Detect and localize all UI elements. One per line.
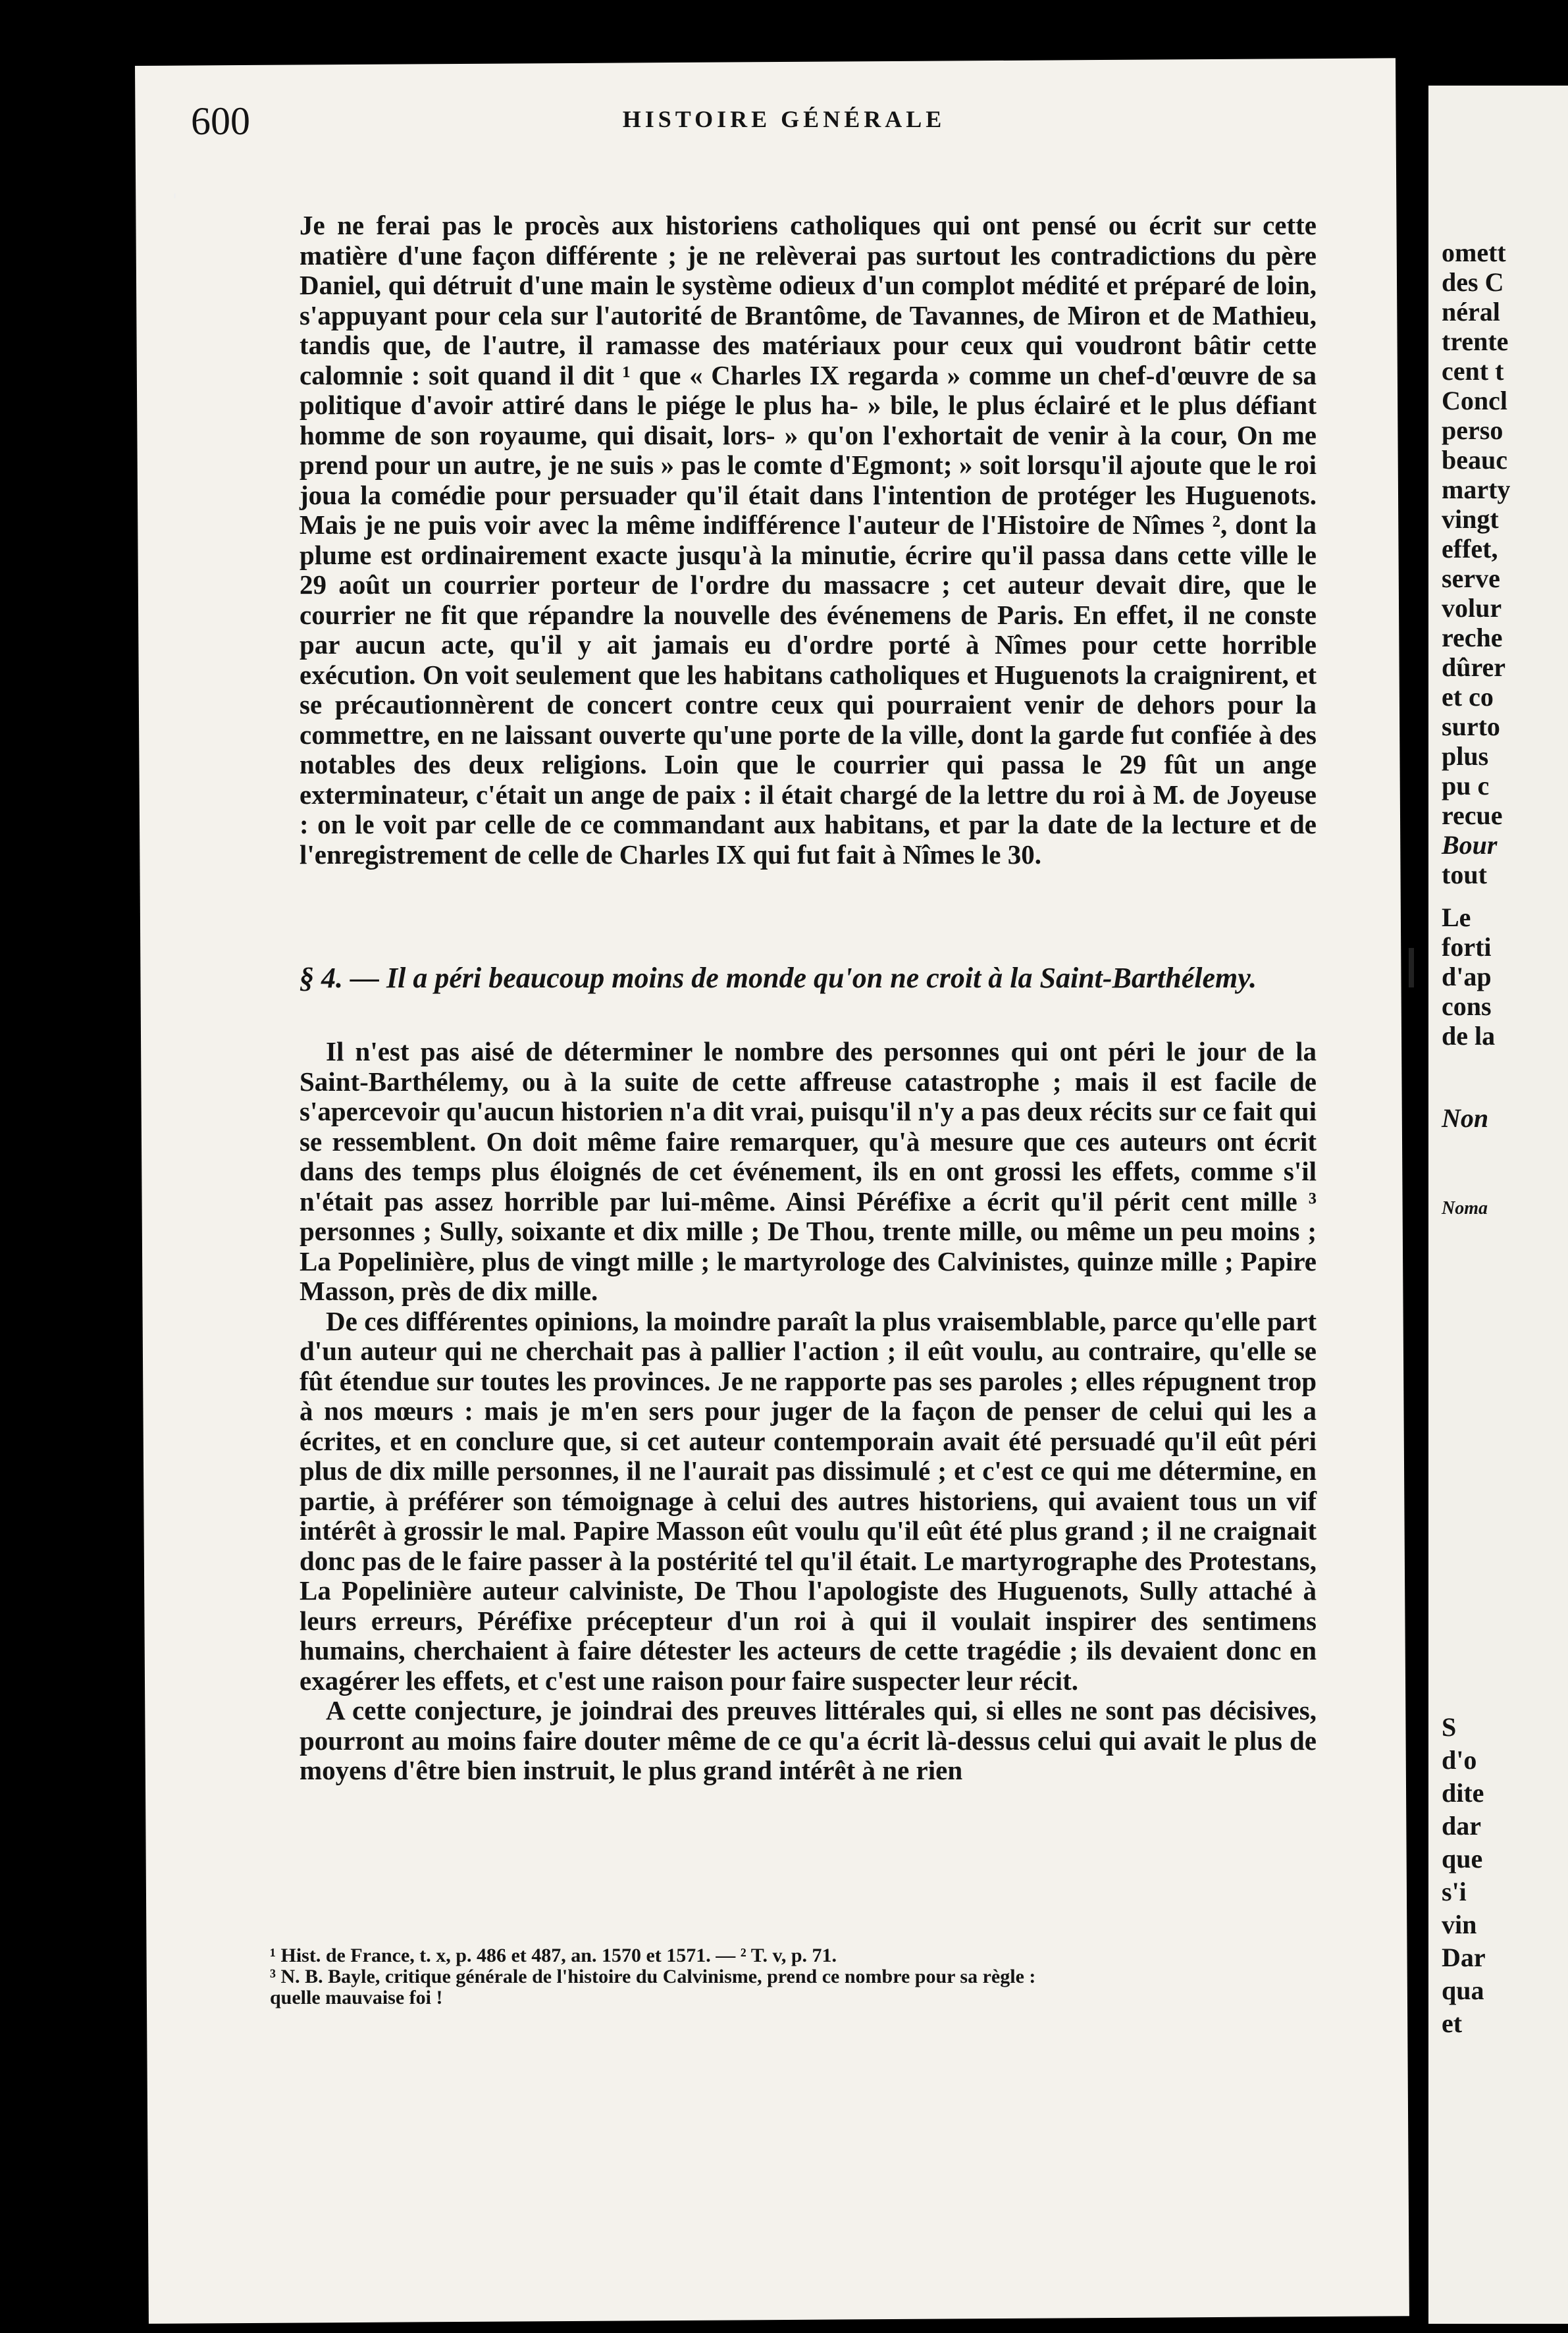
- right-page-fragment: serve: [1442, 564, 1500, 593]
- right-page-fragment: marty: [1442, 475, 1511, 504]
- page-number: 600: [191, 99, 250, 143]
- right-page-fragment: Dar: [1442, 1943, 1486, 1972]
- right-page-fragment: Bour: [1442, 830, 1498, 860]
- right-page-fragment: que: [1442, 1844, 1483, 1874]
- body-text-bottom: [300, 1037, 1317, 1786]
- right-page-fragment: néral: [1442, 297, 1500, 327]
- right-page-fragment: d'ap: [1442, 962, 1492, 991]
- paragraph: A cette conjecture, je joindrai des preuves littérales qui, si elles ne sont pas décisives, pourront au moins faire douter même de ce qu'a écrit là-dessus celui qui avait le plus de moyens d'être bien instruit, le plus grand intérêt à ne rien: [300, 1695, 1317, 1785]
- right-page-fragment: dite: [1442, 1778, 1484, 1808]
- right-page-fragment: cons: [1442, 991, 1492, 1021]
- right-page-fragment: tout: [1442, 860, 1487, 889]
- right-page-fragment: qua: [1442, 1976, 1484, 2005]
- right-page-fragment: de la: [1442, 1021, 1496, 1051]
- right-page-fragment: forti: [1442, 932, 1492, 962]
- paragraph: Il n'est pas aisé de déterminer le nombre des personnes qui ont péri le jour de la Saint-Barthélemy, ou à la suite de cette affreuse catastrophe ; mais il est facile de s'apercevoir qu'aucun historien n'a dit vrai, puisqu'il n'y a pas deux récits sur ce fait qui se ressemblent. On doit même faire remarquer, qu'à mesure que ces auteurs ont écrit dans des temps plus éloignés de cet événement, ils en ont grossi les effets, comme s'il n'était pas assez horrible par lui-même. Ainsi Péréfixe a écrit qu'il périt cent mille ³ personnes ; Sully, soixante et dix mille ; De Thou, trente mille, ou même un peu moins ; La Popelinière, plus de vingt mille ; le martyrologe des Calvinistes, quinze mille ; Papire Masson, près de dix mille.: [300, 1036, 1317, 1306]
- gutter-bracket: [1409, 948, 1414, 987]
- right-page-fragment: d'o: [1442, 1745, 1477, 1775]
- right-page-fragment: recue: [1442, 800, 1503, 830]
- right-page-fragment: Concl: [1442, 386, 1507, 415]
- right-page-fragment: volur: [1442, 593, 1502, 623]
- paragraph: De ces différentes opinions, la moindre paraît la plus vraisemblable, parce qu'elle part d'un auteur qui ne cherchait pas à pallier l'action ; il eût voulu, au contraire, qu'elle se fût étendue sur toutes les provinces. Je ne rapporte pas ses paroles ; elles répugnent trop à nos mœurs : mais je m'en sers pour juger de la façon de penser de celui qui les a écrites, et en conclure que, si cet auteur contemporain avait été persuadé qu'il eût péri plus de dix mille personnes, il ne l'aurait pas dissimulé ; et c'est ce qui me détermine, en partie, à préférer son témoignage à celui des autres historiens, qui avaient tous un vif intérêt à grossir le mal. Papire Masson eût voulu qu'il eût été plus grand ; il ne craignait donc pas de le faire passer à la postérité tel qu'il était. Le martyrographe des Protestans, La Popelinière auteur calviniste, De Thou l'apologiste des Huguenots, Sully attaché à leurs erreurs, Péréfixe précepteur d'un roi à qui il voulait inspirer des sentimens humains, cherchaient à faire détester les acteurs de cette tragédie ; ils devaient donc en exagérer les effets, et c'est une raison pour faire suspecter leur récit.: [300, 1305, 1317, 1696]
- right-page-fragment: cent t: [1442, 356, 1504, 386]
- right-page-fragment: Noma: [1442, 1198, 1488, 1219]
- right-page-fragment: trente: [1442, 327, 1509, 356]
- margin-mark: ': [172, 191, 178, 211]
- right-page-fragment: perso: [1442, 415, 1503, 445]
- right-page-fragment: beauc: [1442, 445, 1507, 475]
- right-page-fragment: omett: [1442, 238, 1506, 267]
- right-page-fragment: surto: [1442, 712, 1500, 741]
- right-page-fragment: S: [1442, 1712, 1457, 1742]
- section-heading: § 4. — Il a péri beaucoup moins de monde qu'on ne croit à la Saint-Barthélemy.: [300, 962, 1257, 994]
- right-page-fragment: Non: [1442, 1103, 1489, 1133]
- footnotes: [270, 1945, 1323, 2008]
- footnote: quelle mauvaise foi !: [270, 1987, 443, 2008]
- right-page-fragment: s'i: [1442, 1877, 1467, 1906]
- right-page-fragment: effet,: [1442, 534, 1498, 564]
- right-page-fragment: plus: [1442, 741, 1489, 771]
- right-page-fragment: vin: [1442, 1910, 1477, 1939]
- body-text-top: [300, 211, 1317, 870]
- right-page-fragment: des C: [1442, 267, 1504, 297]
- right-page-fragment: pu c: [1442, 771, 1490, 800]
- footnote: ³ N. B. Bayle, critique générale de l'histoire du Calvinisme, prend ce nombre pour sa règle :: [270, 1966, 1036, 1987]
- paragraph: Je ne ferai pas le procès aux historiens catholiques qui ont pensé ou écrit sur cette matière d'une façon différente ; je ne relèverai pas surtout les contradictions du père Daniel, qui détruit d'une main le système odieux d'un complot médité et préparé de loin, s'appuyant pour cela sur l'autorité de Brantôme, de Tavannes, de Miron et de Mathieu, tandis que, de l'autre, il ramasse des matériaux pour ceux qui voudront bâtir cette calomnie : soit quand il dit ¹ que « Charles IX regarda » comme un chef-d'œuvre de sa politique d'avoir attiré dans le piége le plus ha- » bile, le plus éclairé et le plus défiant homme de son royaume, qui disait, lors- » qu'on l'exhortait de venir à la cour, On me prend pour un autre, je ne suis » pas le comte d'Egmont; » soit lorsqu'il ajoute que le roi joua la comédie pour persuader qu'il était dans l'intention de protéger les Huguenots. Mais je ne puis voir avec la même indifférence l'auteur de l'Histoire de Nîmes ², dont la plume est ordinairement exacte jusqu'à la minutie, écrire qu'il passa dans cette ville le 29 août un courrier porteur de l'ordre du massacre ; cet auteur devait dire, que le courrier ne fit que répandre la nouvelle des événemens de Paris. En effet, il ne conste par aucun acte, qu'il y ait jamais eu d'ordre porté à Nîmes pour cette horrible exécution. On voit seulement que les habitans catholiques et Huguenots la craignirent, et se précautionnèrent de concert contre ceux qui pourraient venir de dehors pour la commettre, en ne laissant ouverte qu'une porte de la ville, dont la garde fut confiée à des notables des deux religions. Loin que le courrier qui passa le 29 fût un ange exterminateur, c'était un ange de paix : il était chargé de la lettre du roi à M. de Joyeuse : on le voit par celle de ce commandant aux habitans, et par la date de la lecture et de l'enregistrement de celle de Charles IX qui fut fait à Nîmes le 30.: [300, 210, 1317, 870]
- right-page-fragment: Le: [1442, 903, 1471, 932]
- right-page-fragment: dûrer: [1442, 652, 1506, 682]
- right-page-fragment: et co: [1442, 682, 1494, 712]
- right-page-fragment: vingt: [1442, 504, 1499, 534]
- right-page-fragment: dar: [1442, 1811, 1481, 1841]
- running-head: HISTOIRE GÉNÉRALE: [622, 106, 946, 132]
- footnote: ¹ Hist. de France, t. x, p. 486 et 487, an. 1570 et 1571. — ² T. v, p. 71.: [270, 1945, 837, 1966]
- right-page-fragment: et: [1442, 2008, 1463, 2038]
- right-page-fragment: reche: [1442, 623, 1503, 652]
